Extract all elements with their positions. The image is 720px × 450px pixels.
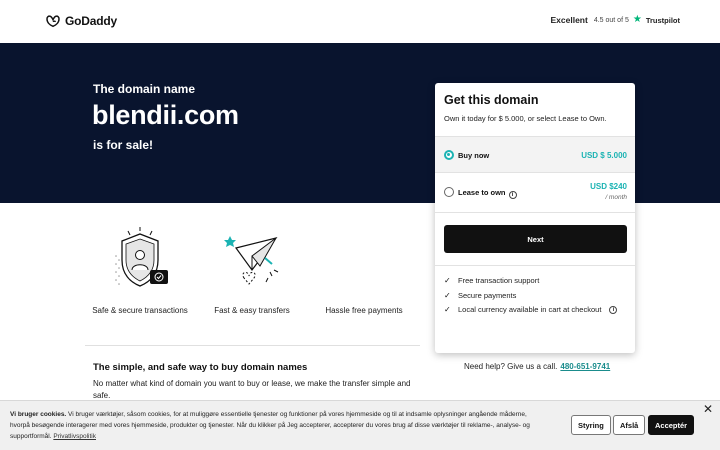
help-text: Need help? Give us a call. [464, 362, 558, 371]
phone-link[interactable]: 480-651-9741 [560, 362, 611, 371]
perk-text: Free transaction support [458, 276, 540, 285]
feature-secure [85, 222, 195, 315]
cookie-body: Vi bruger værktøjer, såsom cookies, for at muliggøre essentielle tjenester og funktioner på vores hjemmeside og til at indsamle oplysninger angående måderne, hvorpå besøgende interagerer med vores hjemmeside, produkter og tjenester. Når du klikker på Jeg accepterer, accepterer du vores brug af disse værktøjer til reklame-, analyse- og supportformål. [10, 411, 530, 440]
lease-label: Lease to own [458, 188, 506, 197]
feature-transfer-label: Fast & easy transfers [214, 306, 290, 315]
card-divider [435, 265, 635, 266]
godaddy-logo-icon [45, 13, 61, 29]
card-subtitle: Own it today for $ 5.000, or select Lease to Own. [444, 114, 607, 123]
trustpilot-name: Trustpilot [645, 15, 680, 25]
perk-item [444, 276, 539, 285]
features-row [85, 222, 420, 322]
feature-secure-label: Safe & secure transactions [92, 306, 188, 315]
accept-cookies-button[interactable]: Acceptér [648, 415, 694, 435]
feature-payments [309, 222, 419, 315]
trustpilot-rating[interactable] [551, 15, 681, 25]
check-icon: ✓ [444, 276, 451, 285]
lease-period: / month [605, 194, 627, 201]
info-icon[interactable]: i [509, 191, 517, 199]
trustpilot-star-icon: ★ [632, 14, 642, 25]
privacy-policy-link[interactable]: Privatlivspolitik [53, 433, 96, 440]
hero-posttitle: is for sale! [93, 138, 154, 152]
paper-plane-icon [222, 226, 282, 292]
check-icon: ✓ [444, 291, 451, 300]
shield-icon [110, 226, 170, 292]
perk-item [444, 305, 617, 314]
logo-text: GoDaddy [65, 14, 117, 28]
cookie-banner [0, 400, 720, 450]
top-header [0, 0, 720, 43]
next-button[interactable]: Next [444, 225, 627, 253]
cookie-text [10, 409, 545, 442]
check-icon: ✓ [444, 305, 451, 314]
info-icon[interactable]: i [609, 306, 617, 314]
help-line [464, 362, 610, 371]
perk-text: Secure payments [458, 291, 517, 300]
buy-now-option[interactable] [435, 136, 635, 173]
domain-name: blendii.com [92, 100, 239, 130]
feature-payments-label: Hassle free payments [325, 306, 403, 315]
cookie-heading: Vi bruger cookies. [10, 411, 67, 418]
hero-pretitle: The domain name [93, 82, 196, 96]
buy-now-price: USD $ 5.000 [581, 151, 627, 160]
decline-cookies-button[interactable]: Afslå [613, 415, 645, 435]
perk-text: Local currency available in cart at checkout [458, 305, 602, 314]
info-body: No matter what kind of domain you want to buy or lease, we make the transfer simple and safe. [93, 379, 411, 400]
buy-now-radio[interactable] [444, 150, 454, 160]
manage-cookies-button[interactable]: Styring [571, 415, 611, 435]
lease-price: USD $240 [590, 182, 627, 191]
section-divider [85, 345, 420, 346]
info-title: The simple, and safe way to buy domain names [93, 362, 308, 373]
rating-label: Excellent [550, 15, 588, 25]
lease-radio[interactable] [444, 187, 454, 197]
lease-label-wrap [458, 188, 517, 199]
purchase-card [435, 83, 635, 353]
perk-item [444, 291, 516, 300]
godaddy-logo[interactable] [45, 13, 117, 29]
rating-score: 4.5 out of 5 [593, 16, 629, 24]
card-title: Get this domain [444, 93, 539, 107]
feature-transfer [197, 222, 307, 315]
buy-now-label: Buy now [458, 151, 490, 160]
lease-to-own-option[interactable] [435, 173, 635, 213]
close-icon[interactable]: ✕ [702, 402, 713, 416]
